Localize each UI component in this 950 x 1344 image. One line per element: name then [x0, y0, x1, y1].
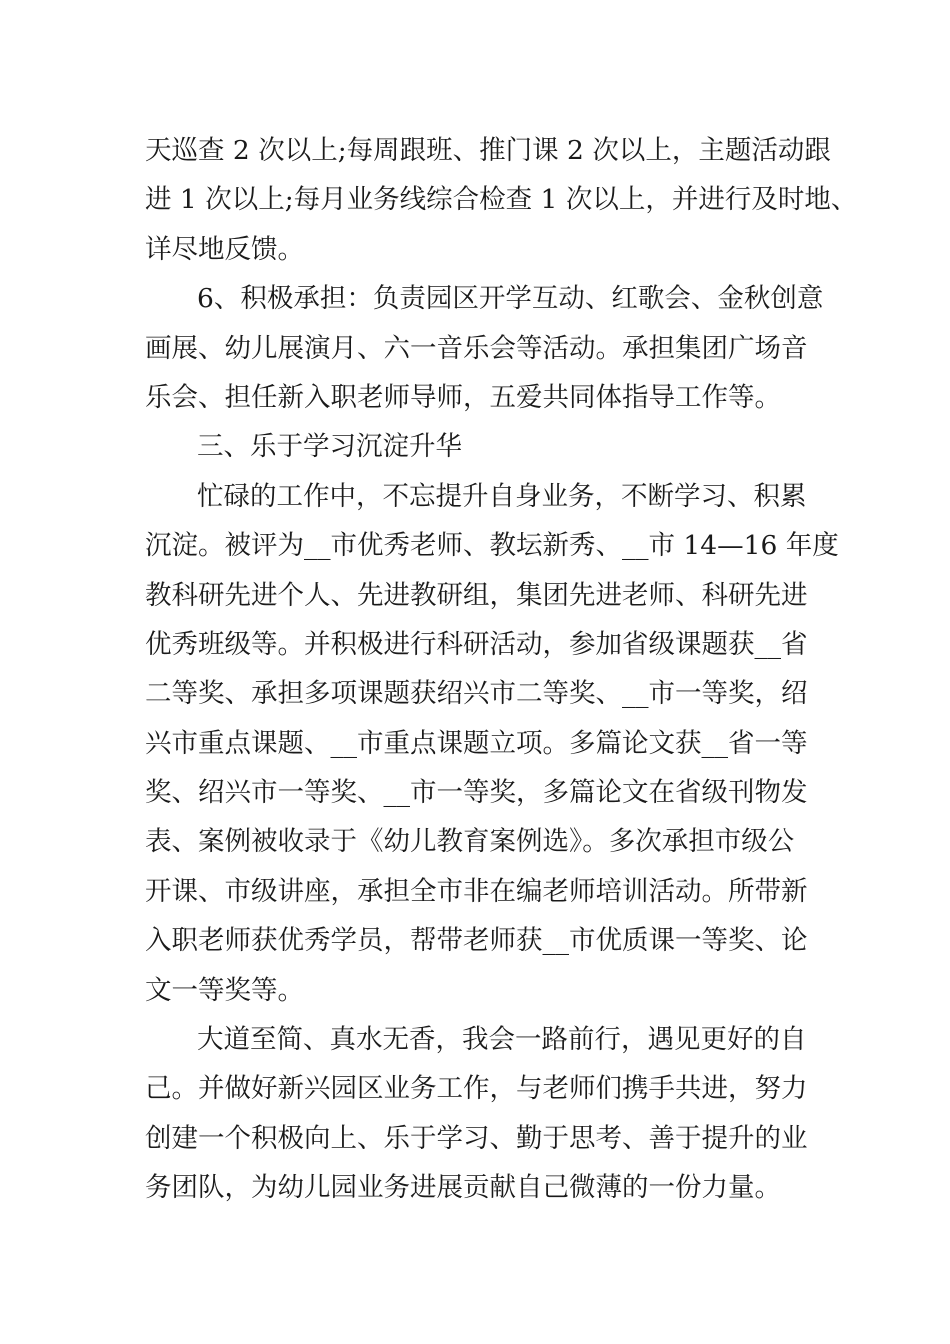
text-line: 详尽地反馈。: [145, 233, 304, 265]
paragraph-section-3-body: [145, 472, 845, 1015]
text-line: 6、积极承担：负责园区开学互动、红歌会、金秋创意: [197, 283, 824, 315]
section-heading: [145, 422, 845, 471]
text-line: 乐会、担任新入职老师导师，五爱共同体指导工作等。: [145, 381, 781, 413]
text-line: 兴市重点课题、__市重点课题立项。多篇论文获__省一等: [145, 727, 808, 759]
text-line: 开课、市级讲座，承担全市非在编老师培训活动。所带新: [145, 875, 808, 907]
text-line: 二等奖、承担多项课题获绍兴市二等奖、__市一等奖，绍: [145, 678, 808, 710]
text-line: 文一等奖等。: [145, 974, 304, 1006]
text-line: 表、案例被收录于《幼儿教育案例选》。多次承担市级公: [145, 826, 795, 858]
text-line: 奖、绍兴市一等奖、__市一等奖，多篇论文在省级刊物发: [145, 777, 808, 809]
heading-text: 三、乐于学习沉淀升华: [197, 431, 462, 463]
text-line: 忙碌的工作中，不忘提升自身业务，不断学习、积累: [197, 480, 807, 512]
paragraph-closing: [145, 1015, 845, 1213]
text-line: 务团队，为幼儿园业务进展贡献自己微薄的一份力量。: [145, 1172, 781, 1204]
document-body: [145, 126, 858, 1213]
text-line: 创建一个积极向上、乐于学习、勤于思考、善于提升的业: [145, 1122, 808, 1154]
text-line: 入职老师获优秀学员，帮带老师获__市优质课一等奖、论: [145, 925, 808, 957]
text-line: 己。并做好新兴园区业务工作，与老师们携手共进，努力: [145, 1073, 808, 1105]
paragraph-continuation: [145, 126, 858, 274]
text-line: 进 1 次以上;每月业务线综合检查 1 次以上，并进行及时地、: [145, 184, 858, 216]
paragraph-item-6: [145, 274, 845, 422]
text-line: 优秀班级等。并积极进行科研活动，参加省级课题获__省: [145, 628, 808, 660]
text-line: 天巡查 2 次以上;每周跟班、推门课 2 次以上，主题活动跟: [145, 135, 831, 166]
text-line: 沉淀。被评为__市优秀老师、教坛新秀、__市 14—16 年度: [145, 530, 839, 562]
text-line: 画展、幼儿展演月、六一音乐会等活动。承担集团广场音: [145, 332, 808, 364]
text-line: 大道至简、真水无香，我会一路前行，遇见更好的自: [197, 1024, 807, 1056]
text-line: 教科研先进个人、先进教研组，集团先进老师、科研先进: [145, 579, 808, 611]
